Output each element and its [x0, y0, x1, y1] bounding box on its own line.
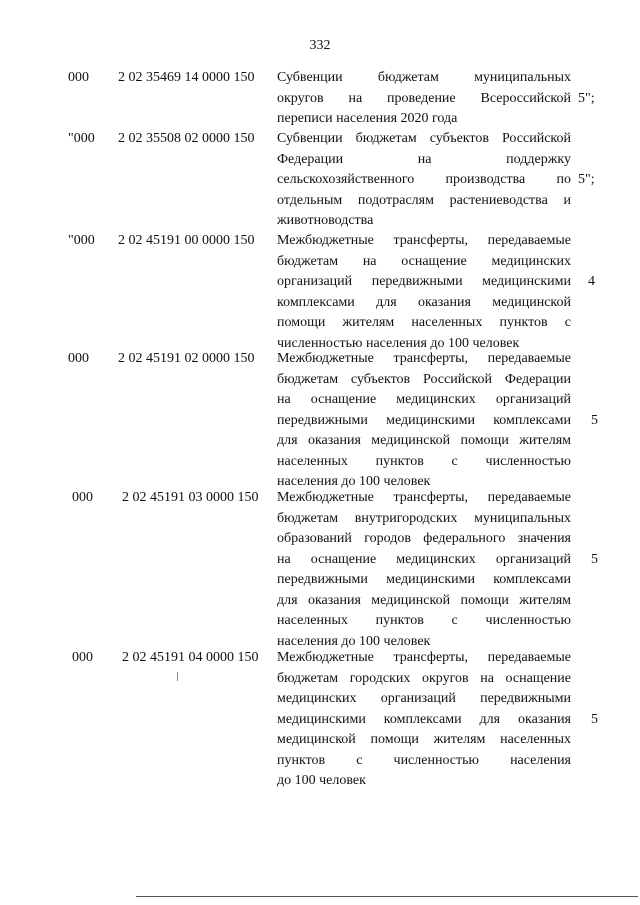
description-line: для оказания медицинской помощи жителям — [277, 433, 571, 448]
budget-classification-code: 2 02 45191 03 0000 150 — [122, 490, 259, 505]
description-line: населения до 100 человек — [277, 474, 431, 489]
description-line: Субвенции бюджетам субъектов Российской — [277, 131, 571, 146]
description-line: комплексами для оказания медицинской — [277, 294, 571, 310]
description-line: медицинских организаций передвижными — [277, 691, 571, 706]
budget-classification-code: 2 02 45191 02 0000 150 — [118, 351, 255, 366]
description-line: бюджетам внутригородских муниципальных — [277, 510, 571, 526]
revenue-description — [277, 129, 571, 232]
description-line: медицинской помощи жителям населенных — [277, 732, 571, 747]
description-line: переписи населения 2020 года — [277, 111, 458, 126]
description-line: Субвенции бюджетам муниципальных — [277, 70, 571, 85]
normative-value: 4 — [588, 274, 595, 289]
admin-code: "000 — [68, 233, 95, 248]
description-line: отдельным подотраслям растениеводства и — [277, 192, 571, 208]
normative-value: 5 — [591, 551, 598, 567]
admin-code: "000 — [68, 131, 95, 146]
description-line: медицинскими комплексами для оказания — [277, 711, 571, 727]
description-line: сельскохозяйственного производства по — [277, 172, 571, 187]
description-line: на оснащение медицинских организаций — [277, 392, 571, 407]
revenue-description — [277, 68, 571, 130]
description-line: организаций передвижными медицинскими — [277, 274, 571, 289]
admin-code: 000 — [72, 650, 93, 665]
scan-edge-line — [136, 896, 638, 897]
description-line: передвижными медицинскими комплексами — [277, 572, 571, 587]
revenue-description — [277, 349, 571, 493]
description-line: населения до 100 человек — [277, 633, 431, 649]
description-line: передвижными медицинскими комплексами — [277, 412, 571, 428]
page-number: 332 — [309, 38, 331, 53]
normative-value: 5 — [591, 711, 598, 727]
description-line: на оснащение медицинских организаций — [277, 551, 571, 567]
admin-code: 000 — [68, 351, 89, 366]
description-line: населенных пунктов с численностью — [277, 453, 571, 469]
description-line: Межбюджетные трансферты, передаваемые — [277, 650, 571, 665]
description-line: Межбюджетные трансферты, передаваемые — [277, 351, 571, 366]
normative-value: 5 — [591, 412, 598, 428]
description-line: Федерации на поддержку — [277, 151, 571, 167]
budget-classification-code: 2 02 35469 14 0000 150 — [118, 70, 255, 85]
description-line: населенных пунктов с численностью — [277, 613, 571, 628]
budget-classification-code: 2 02 45191 00 0000 150 — [118, 233, 255, 248]
description-line: для оказания медицинской помощи жителям — [277, 592, 571, 608]
description-line: округов на проведение Всероссийской — [277, 90, 571, 106]
description-line: пунктов с численностью населения — [277, 752, 571, 768]
admin-code: 000 — [68, 70, 89, 85]
description-line: животноводства — [277, 213, 374, 228]
description-line: образований городов федерального значения — [277, 531, 571, 546]
scan-artifact-mark — [177, 672, 178, 681]
description-line: Межбюджетные трансферты, передаваемые — [277, 490, 571, 505]
description-line: Межбюджетные трансферты, передаваемые — [277, 233, 571, 248]
budget-classification-code: 2 02 45191 04 0000 150 — [122, 650, 259, 665]
revenue-description — [277, 231, 571, 354]
revenue-description — [277, 648, 571, 792]
description-line: бюджетам городских округов на оснащение — [277, 670, 571, 686]
normative-value: 5"; — [578, 172, 595, 187]
description-line: помощи жителям населенных пунктов с — [277, 315, 571, 330]
description-line: бюджетам субъектов Российской Федерации — [277, 371, 571, 387]
description-line: численностью населения до 100 человек — [277, 335, 520, 351]
description-line: до 100 человек — [277, 773, 366, 788]
description-line: бюджетам на оснащение медицинских — [277, 253, 571, 269]
budget-classification-code: 2 02 35508 02 0000 150 — [118, 131, 255, 146]
admin-code: 000 — [72, 490, 93, 505]
normative-value: 5"; — [578, 90, 595, 106]
revenue-description — [277, 488, 571, 652]
